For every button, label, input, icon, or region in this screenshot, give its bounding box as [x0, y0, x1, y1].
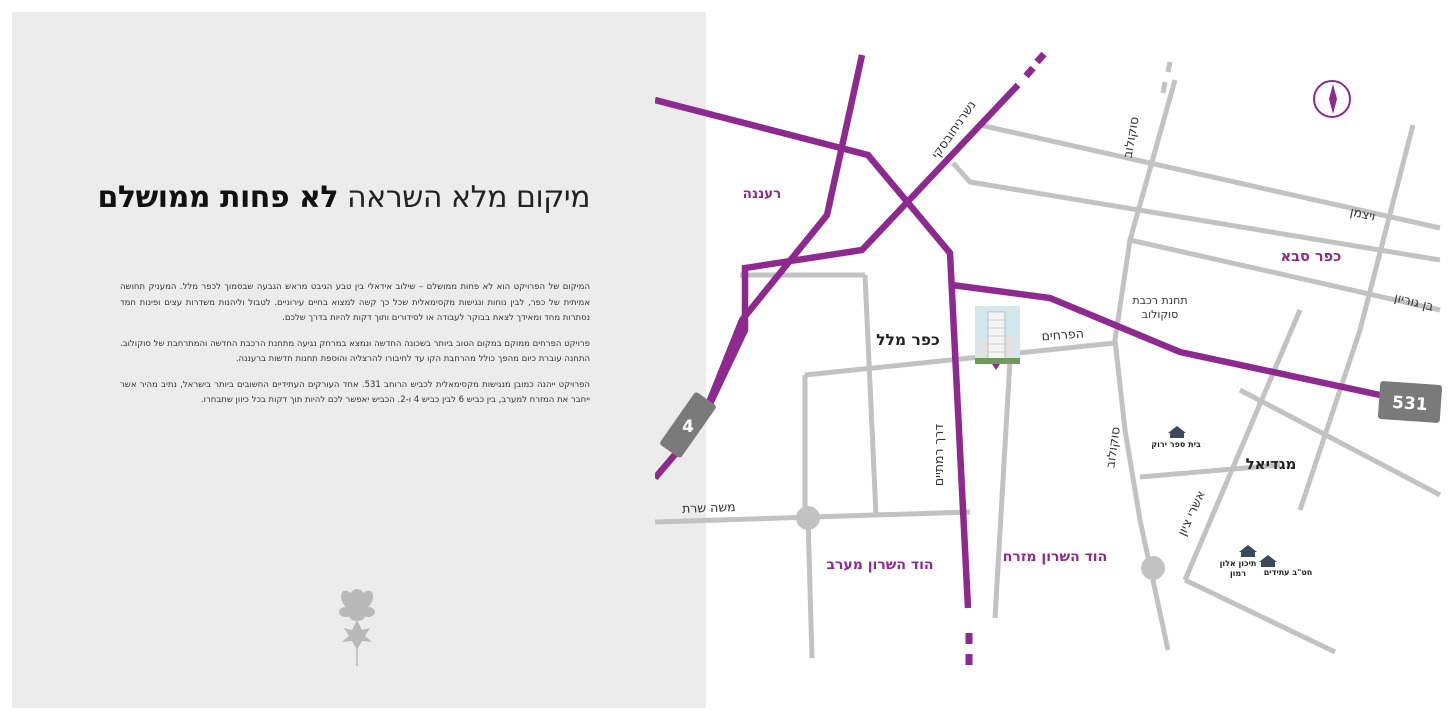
highway-531-label: 531	[1391, 392, 1429, 416]
street-label-moshe-sharet: משה שרת	[681, 499, 736, 516]
school-label-alon-line1: תיכון אלון	[1219, 559, 1257, 568]
roundabout	[796, 506, 820, 530]
area-label-hod-hasharon-west: הוד השרון מערב	[826, 557, 934, 573]
school-icon	[1259, 555, 1277, 567]
street-dash	[1168, 62, 1170, 72]
area-label-kfar-saba: כפר סבא	[1280, 249, 1342, 265]
street-label-weizmann: ויצמן	[1348, 203, 1377, 224]
school-label-green: בית ספר ירוק	[1151, 440, 1201, 449]
street-label-kaplansky: נשרניחובסקי	[927, 97, 979, 162]
paragraph-2: פרויקט הפרחים ממוקם במקום הטוב ביותר בשכונה החדשה ונמצא במרחק נגיעה מתחנת הרכבת החדשה והמתרחבת של סוקולוב. התחנה עוברת כיום מהפך כולל מהרחבת הקו עד לחיבורו להרצליה והוספת תחנות חדשות ברעננה.	[120, 338, 590, 364]
street-label-sokolov-south: סוקולוב	[1102, 425, 1123, 469]
street	[805, 343, 1115, 375]
highway-4-label: 4	[682, 417, 694, 437]
street	[865, 275, 876, 515]
street-dash	[1163, 82, 1165, 93]
title-bold: לא פחות ממושלם	[97, 180, 339, 215]
road	[655, 100, 968, 608]
street	[808, 518, 812, 658]
flower-illustration	[332, 580, 382, 670]
area-label-kfar-malal: כפר מלל	[876, 331, 940, 349]
page-title	[98, 180, 591, 215]
street-label-derech-ramatayim: דרך רמתיים	[931, 423, 946, 487]
road-dash	[1037, 54, 1044, 62]
paragraph-1: המיקום של הפרויקט הוא לא פחות ממושלם – שילוב אידאלי בין טבע הגיבט מראש הגבעה שבסמוך לכפר מלל. המעניק תחושה אמיתית של כפר, לבין נוחות ונגישות מקסימאלית שכל כך קשה למצוא בחיים עירוניים. לטבול וליהנות משדרות עצים ופינות חמד נסתרות מחד ומאידך לצאת בבוקר לעבודה או לסידורים ותוך דקות להיות בדרך שלכם.	[120, 282, 590, 323]
road-dash	[1026, 68, 1033, 76]
area-map	[655, 0, 1450, 718]
street	[995, 360, 1010, 618]
school-label-alon-line2: רמון	[1229, 569, 1247, 578]
station-label-line2: סוקולוב	[1141, 308, 1179, 321]
street-label-haprachim: הפרחים	[1041, 325, 1085, 344]
area-label-hod-hasharon-east: הוד השרון מזרח	[1002, 549, 1108, 565]
street-label-ashrei-zion: אשרי ציון	[1173, 488, 1208, 539]
area-label-raanana: רעננה	[742, 186, 782, 202]
street	[1185, 310, 1300, 580]
highway-531-shield	[1378, 381, 1442, 423]
paragraph-3: הפרויקט ייהנה כמובן מנגישות מקסימאלית לכביש הרוחב 531. אחד העורקים העתידיים החשובים ביותר בישראל, נתיב מהיר אשר ייחבר את המזרח למערב, בין כביש 6 לבין כביש 4 ו-2. הכביש יאפשר לכם להיות תוך דקות בכל כיוון שתבחרו.	[120, 379, 590, 405]
street	[1185, 580, 1335, 652]
street-label-ben-gurion: בן גוריון	[1392, 289, 1436, 314]
roundabout	[1141, 556, 1165, 580]
school-icon	[1168, 426, 1186, 438]
station-label-line1: תחנת רכבת	[1132, 294, 1188, 307]
description	[120, 280, 590, 419]
area-label-migdiel: מגדיאל	[1245, 455, 1297, 473]
compass-icon	[1314, 81, 1350, 117]
school-label-atidim: חט"ב עתידים	[1263, 568, 1313, 577]
text-panel	[12, 12, 706, 708]
title-regular: מיקום מלא השראה	[338, 180, 590, 215]
highway-4-shield	[659, 391, 717, 458]
school-icon	[1239, 545, 1257, 557]
street-label-sokolov-north: סוקולוב	[1119, 115, 1142, 159]
project-building-image	[975, 306, 1020, 370]
